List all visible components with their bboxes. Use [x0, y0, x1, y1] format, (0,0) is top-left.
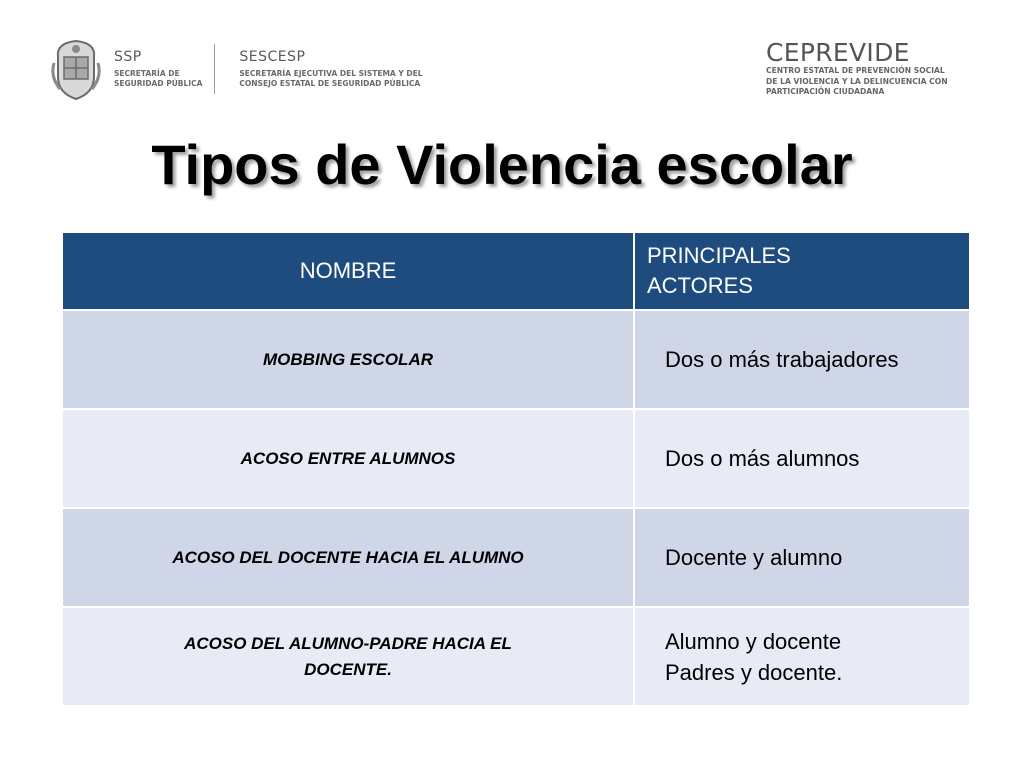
ssp-abbr: SSP: [114, 49, 142, 65]
row-name: [62, 508, 634, 607]
table-header-row: [62, 232, 970, 310]
ceprevide-abbr: CEPREVIDE: [766, 38, 910, 67]
row-name-line2: DOCENTE.: [304, 659, 392, 679]
table-row: [62, 607, 970, 706]
table-row: [62, 409, 970, 508]
sescesp-line1: SECRETARÍA EJECUTIVA DEL SISTEMA Y DEL: [239, 69, 423, 78]
row-actors-line1: Dos o más trabajadores: [665, 347, 899, 372]
sescesp-abbr: SESCESP: [239, 49, 306, 65]
header-actors: [634, 232, 970, 310]
ssp-logo: [114, 41, 202, 97]
ssp-line1: SECRETARÍA DE: [114, 69, 180, 78]
violence-types-table: [61, 231, 971, 707]
row-name: [62, 607, 634, 706]
header-actors-line1: PRINCIPALES: [647, 243, 791, 268]
row-actors-line1: Docente y alumno: [665, 545, 843, 570]
ceprevide-line2: DE LA VIOLENCIA Y LA DELINCUENCIA CON: [766, 76, 948, 86]
row-actors: [634, 409, 970, 508]
ceprevide-line1: CENTRO ESTATAL DE PREVENCIÓN SOCIAL: [766, 66, 945, 75]
slide-title: Tipos de Violencia escolar: [151, 133, 853, 196]
row-actors-line2: Padres y docente.: [665, 659, 843, 685]
row-actors: [634, 310, 970, 409]
row-actors: [634, 607, 970, 706]
row-actors-line1: Alumno y docente: [665, 628, 842, 654]
row-name: [62, 310, 634, 409]
ceprevide-logo: [766, 40, 948, 98]
row-actors: [634, 508, 970, 607]
header-name: NOMBRE: [62, 232, 634, 310]
table-row: [62, 508, 970, 607]
row-name-line1: MOBBING ESCOLAR: [263, 349, 433, 369]
row-name: [62, 409, 634, 508]
row-name-line1: ACOSO ENTRE ALUMNOS: [240, 448, 456, 468]
state-crest-icon: [50, 37, 102, 101]
row-name-line1: ACOSO DEL DOCENTE HACIA EL ALUMNO: [172, 547, 524, 567]
sescesp-logo: [239, 41, 422, 97]
sescesp-line2: CONSEJO ESTATAL DE SEGURIDAD PÚBLICA: [239, 79, 421, 88]
header-logos-left: [50, 36, 423, 102]
header-actors-line2: ACTORES: [647, 273, 753, 298]
row-name-line1: ACOSO DEL ALUMNO-PADRE HACIA EL: [184, 633, 512, 653]
ssp-line2: SEGURIDAD PÚBLICA: [114, 79, 203, 88]
table-row: [62, 310, 970, 409]
row-actors-line1: Dos o más alumnos: [665, 446, 860, 471]
logo-divider: [214, 44, 215, 94]
ceprevide-line3: PARTICIPACIÓN CIUDADANA: [766, 87, 885, 96]
